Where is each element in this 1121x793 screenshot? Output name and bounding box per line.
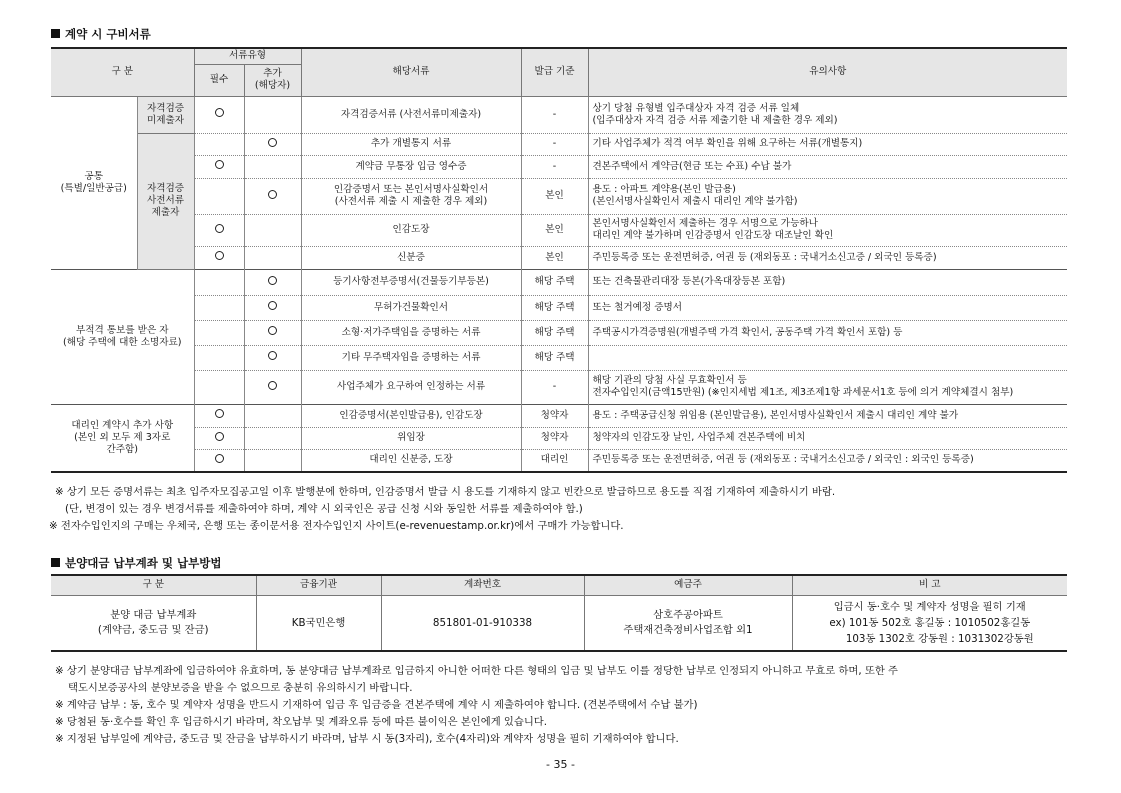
required-mark xyxy=(194,178,244,214)
circle-icon xyxy=(268,381,277,390)
circle-icon xyxy=(268,138,277,147)
header-category: 구 분 xyxy=(51,48,194,96)
document-cell: 추가 개별통지 서류 xyxy=(301,133,521,155)
additional-mark xyxy=(244,404,301,427)
document-cell: 대리인 신분증, 도장 xyxy=(301,449,521,472)
additional-mark xyxy=(244,133,301,155)
note-cell: 주택공시가격증명원(개별주택 가격 확인서, 공동주택 가격 확인서 포함) 등 xyxy=(588,320,1067,345)
remark-cell xyxy=(792,595,1067,651)
issuer-cell: 청약자 xyxy=(521,404,588,427)
header-category: 구 분 xyxy=(51,575,256,595)
section2-footnotes xyxy=(55,663,898,748)
note-cell: 또는 철거예정 증명서 xyxy=(588,295,1067,320)
note-cell: 상기 당첨 유형별 입주대상자 자격 검증 서류 일체 (입주대상자 자격 검증 서류 제출기한 내 제출한 경우 제외) xyxy=(588,96,1067,133)
circle-icon xyxy=(268,351,277,360)
footnote: (단, 변경이 있는 경우 변경서류를 제출하여야 하며, 계약 시 외국인은 공급 신청 시와 동일한 서류를 제출하여야 함.) xyxy=(65,503,583,515)
required-mark xyxy=(194,96,244,133)
header-required: 필수 xyxy=(194,64,244,96)
document-cell: 등기사항전부증명서(건물등기부등본) xyxy=(301,269,521,295)
header-issuer: 발급 기준 xyxy=(521,48,588,96)
additional-mark xyxy=(244,295,301,320)
header-notes: 유의사항 xyxy=(588,48,1067,96)
note-cell: 용도 : 주택공급신청 위임용 (본인발급용), 본인서명사실확인서 제출시 대리인 계약 불가 xyxy=(588,404,1067,427)
issuer-cell: 대리인 xyxy=(521,449,588,472)
group-verif-submitted: 자격검증 사전서류 제출자 xyxy=(137,133,194,269)
additional-mark xyxy=(244,96,301,133)
document-cell: 기타 무주택자임을 증명하는 서류 xyxy=(301,345,521,370)
note-cell: 또는 건축물관리대장 등본(가옥대장등본 포함) xyxy=(588,269,1067,295)
header-document: 해당서류 xyxy=(301,48,521,96)
section1-title: 계약 시 구비서류 xyxy=(51,26,151,42)
issuer-cell: - xyxy=(521,155,588,178)
header-holder: 예금주 xyxy=(584,575,792,595)
header-additional: 추가 (해당자) xyxy=(244,64,301,96)
note-cell: 본인서명사실확인서 제출하는 경우 서명으로 가능하나 대리인 계약 불가하며 인감증명서 인감도장 대조날인 확인 xyxy=(588,214,1067,246)
note-cell: 주민등록증 또는 운전면허증, 여권 등 (재외동포 : 국내거소신고증 / 외국인 : 외국인 등록증) xyxy=(588,449,1067,472)
required-mark xyxy=(194,449,244,472)
additional-mark xyxy=(244,370,301,404)
issuer-cell: 본인 xyxy=(521,214,588,246)
circle-icon xyxy=(215,432,224,441)
note-cell xyxy=(588,345,1067,370)
required-mark xyxy=(194,133,244,155)
note-cell: 해당 기관의 당첨 사실 무효확인서 등 전자수입인지(금액15만원) (※인지세법 제1조, 제3조제1항 과세문서1호 등에 의거 계약체결시 첨부) xyxy=(588,370,1067,404)
note-cell: 견본주택에서 계약금(현금 또는 수표) 수납 불가 xyxy=(588,155,1067,178)
header-bank: 금융기관 xyxy=(256,575,381,595)
group-common: 공통 (특별/일반공급) xyxy=(51,96,137,269)
issuer-cell: 본인 xyxy=(521,178,588,214)
footnote: ※ 상기 모든 증명서류는 최초 입주자모집공고일 이후 발행분에 한하며, 인감증명서 발급 시 용도를 기재하지 않고 빈칸으로 발급하므로 용도를 직접 기재하여 제출하시기 바람. xyxy=(55,486,836,498)
circle-icon xyxy=(215,454,224,463)
issuer-cell: - xyxy=(521,133,588,155)
additional-mark xyxy=(244,320,301,345)
circle-icon xyxy=(268,301,277,310)
required-mark xyxy=(194,345,244,370)
note-cell: 기타 사업주체가 적격 여부 확인을 위해 요구하는 서류(개별통지) xyxy=(588,133,1067,155)
header-account: 계좌번호 xyxy=(381,575,584,595)
circle-icon xyxy=(215,108,224,117)
additional-mark xyxy=(244,155,301,178)
additional-mark xyxy=(244,449,301,472)
note-cell: 주민등록증 또는 운전면허증, 여권 등 (재외동포 : 국내거소신고증 / 외국인 등록증) xyxy=(588,246,1067,269)
bank-name: KB국민은행 xyxy=(256,595,381,651)
additional-mark xyxy=(244,427,301,449)
footnote: 택도시보증공사의 분양보증을 받을 수 없으므로 충분히 유의하시기 바랍니다. xyxy=(68,682,413,694)
required-mark xyxy=(194,246,244,269)
page-number: - 35 - xyxy=(546,758,575,771)
issuer-cell: 본인 xyxy=(521,246,588,269)
document-cell: 위임장 xyxy=(301,427,521,449)
circle-icon xyxy=(215,409,224,418)
additional-mark xyxy=(244,214,301,246)
document-cell: 인감증명서 또는 본인서명사실확인서 (사전서류 제출 시 제출한 경우 제외) xyxy=(301,178,521,214)
group-agent: 대리인 계약시 추가 사항 (본인 외 모두 제 3자로 간주함) xyxy=(51,404,194,472)
document-cell: 인감증명서(본인발급용), 인감도장 xyxy=(301,404,521,427)
document-cell: 자격검증서류 (사전서류미제출자) xyxy=(301,96,521,133)
payment-account-table xyxy=(51,574,1067,652)
issuer-cell: - xyxy=(521,96,588,133)
issuer-cell: 해당 주택 xyxy=(521,295,588,320)
issuer-cell: 청약자 xyxy=(521,427,588,449)
required-mark xyxy=(194,269,244,295)
issuer-cell: 해당 주택 xyxy=(521,320,588,345)
issuer-cell: 해당 주택 xyxy=(521,269,588,295)
required-mark xyxy=(194,214,244,246)
document-cell: 무허가건물확인서 xyxy=(301,295,521,320)
additional-mark xyxy=(244,246,301,269)
required-mark xyxy=(194,320,244,345)
group-ineligible: 부적격 통보를 받은 자 (해당 주택에 대한 소명자료) xyxy=(51,269,194,404)
account-number: 851801-01-910338 xyxy=(381,595,584,651)
circle-icon xyxy=(268,276,277,285)
footnote: ※ 계약금 납부 : 동, 호수 및 계약자 성명을 반드시 기재하여 입금 후 입금증을 견본주택에 계약 시 제출하여야 합니다. (견본주택에서 수납 불가) xyxy=(55,699,698,711)
remark-line: ex) 101동 502호 홍길동 : 1010502홍길동 xyxy=(829,616,1031,629)
header-doc-type: 서류유형 xyxy=(194,48,301,64)
section2-title: 분양대금 납부계좌 및 납부방법 xyxy=(51,555,221,571)
additional-mark xyxy=(244,269,301,295)
required-documents-table xyxy=(51,47,1067,473)
header-remark: 비 고 xyxy=(792,575,1067,595)
additional-mark xyxy=(244,178,301,214)
remark-line: 입금시 동·호수 및 계약자 성명을 필히 기재 xyxy=(833,600,1026,613)
issuer-cell: 해당 주택 xyxy=(521,345,588,370)
required-mark xyxy=(194,370,244,404)
circle-icon xyxy=(268,190,277,199)
remark-line: 103동 1302호 강동원 : 1031302강동원 xyxy=(845,632,1034,645)
footnote: ※ 상기 분양대금 납부계좌에 입금하여야 유효하며, 동 분양대금 납부계좌로 입금하지 아니한 어떠한 다른 형태의 입금 및 납부도 이를 정당한 납부로 인정되지 아니하고 무효로 하며, 또한 주 xyxy=(55,665,899,677)
circle-icon xyxy=(268,326,277,335)
document-cell: 소형·저가주택임을 증명하는 서류 xyxy=(301,320,521,345)
section1-footnotes xyxy=(49,484,836,535)
footnote: ※ 당첨된 동·호수를 확인 후 입금하시기 바라며, 착오납부 및 계좌오류 등에 따른 불이익은 본인에게 있습니다. xyxy=(55,716,547,728)
circle-icon xyxy=(215,251,224,260)
note-cell: 용도 : 아파트 계약용(본인 발급용) (본인서명사실확인서 제출시 대리인 계약 불가함) xyxy=(588,178,1067,214)
circle-icon xyxy=(215,160,224,169)
footnote: ※ 지정된 납부일에 계약금, 중도금 및 잔금을 납부하시기 바라며, 납부 시 동(3자리), 호수(4자리)와 계약자 성명을 필히 기재하여야 합니다. xyxy=(55,733,679,745)
account-category: 분양 대금 납부계좌 (계약금, 중도금 및 잔금) xyxy=(51,595,256,651)
required-mark xyxy=(194,155,244,178)
square-bullet-icon xyxy=(51,29,60,38)
account-holder: 삼호주공아파트 주택재건축정비사업조합 외1 xyxy=(584,595,792,651)
document-cell: 신분증 xyxy=(301,246,521,269)
required-mark xyxy=(194,295,244,320)
document-cell: 사업주체가 요구하여 인정하는 서류 xyxy=(301,370,521,404)
footnote: ※ 전자수입인지의 구매는 우체국, 은행 또는 종이문서용 전자수입인지 사이트(e-revenuestamp.or.kr)에서 구매가 가능합니다. xyxy=(49,520,624,532)
required-mark xyxy=(194,404,244,427)
group-verif-not-submitted: 자격검증 미제출자 xyxy=(137,96,194,133)
required-mark xyxy=(194,427,244,449)
circle-icon xyxy=(215,224,224,233)
square-bullet-icon xyxy=(51,558,60,567)
note-cell: 청약자의 인감도장 날인, 사업주체 견본주택에 비치 xyxy=(588,427,1067,449)
document-cell: 인감도장 xyxy=(301,214,521,246)
issuer-cell: - xyxy=(521,370,588,404)
document-cell: 계약금 무통장 입금 영수증 xyxy=(301,155,521,178)
additional-mark xyxy=(244,345,301,370)
